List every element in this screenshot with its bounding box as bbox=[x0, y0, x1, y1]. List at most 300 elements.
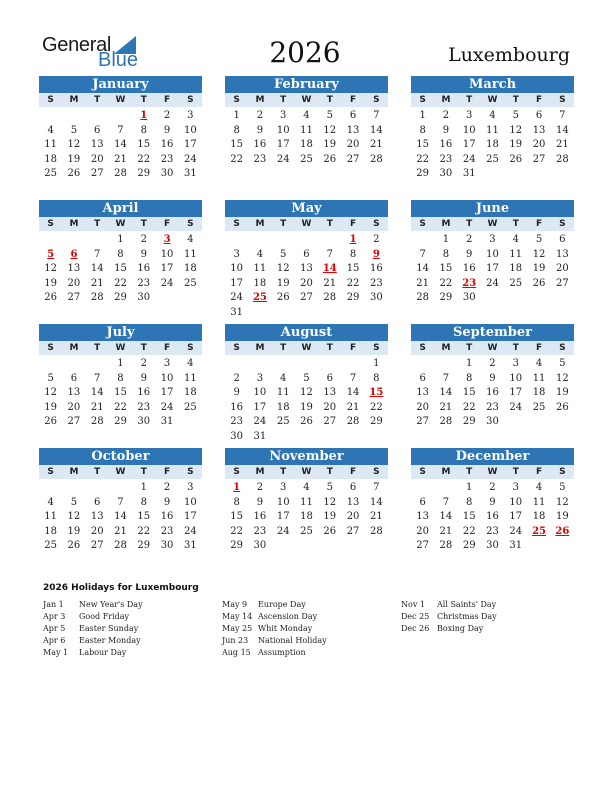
day-cell: 30 bbox=[439, 168, 453, 180]
day-cell: 24 bbox=[486, 277, 499, 289]
day-cell: 7 bbox=[442, 496, 450, 508]
day-cell: 8 bbox=[140, 124, 147, 136]
month-title: March bbox=[411, 76, 574, 93]
day-cell: 11 bbox=[486, 124, 499, 136]
day-cell: 20 bbox=[532, 139, 546, 151]
day-cell: 22 bbox=[114, 401, 127, 413]
day-cell: 30 bbox=[230, 430, 243, 442]
weekday-header bbox=[39, 217, 202, 231]
holiday-name: Assumption bbox=[258, 648, 306, 657]
day-cell: 18 bbox=[532, 387, 546, 399]
day-cell: 14 bbox=[439, 387, 453, 399]
day-cell: 20 bbox=[300, 277, 313, 289]
holiday-row bbox=[222, 647, 327, 659]
day-cell: 25 bbox=[183, 277, 197, 289]
day-cell: 7 bbox=[442, 372, 450, 384]
day-cell: 9 bbox=[256, 124, 264, 136]
day-cell: 10 bbox=[253, 387, 267, 399]
day-cell: 6 bbox=[349, 482, 357, 493]
holiday-day-cell: 25 bbox=[532, 525, 547, 537]
day-cell: 8 bbox=[117, 372, 124, 384]
logo-general-text: General bbox=[42, 34, 112, 56]
day-cell: 9 bbox=[140, 372, 147, 384]
day-cell: 6 bbox=[349, 110, 357, 121]
empty-cell bbox=[225, 233, 248, 248]
day-cell: 26 bbox=[276, 292, 290, 304]
day-cell: 23 bbox=[160, 153, 174, 165]
day-cell: 15 bbox=[462, 511, 476, 523]
month-september bbox=[411, 324, 574, 430]
holiday-date: Apr 3 bbox=[43, 612, 66, 621]
holiday-day-cell: 15 bbox=[369, 387, 384, 399]
day-cell: 5 bbox=[70, 124, 78, 136]
day-cell: 13 bbox=[300, 263, 313, 275]
day-cell: 12 bbox=[67, 139, 81, 151]
weekday-header bbox=[225, 465, 388, 479]
day-cell: 12 bbox=[44, 263, 57, 275]
day-cell: 6 bbox=[94, 496, 101, 508]
weekday-label: F bbox=[163, 219, 171, 229]
day-cell: 15 bbox=[462, 387, 476, 399]
day-cell: 13 bbox=[90, 511, 104, 523]
day-cell: 5 bbox=[535, 234, 543, 245]
holiday-date: Nov 1 bbox=[401, 600, 425, 609]
weekday-label: M bbox=[441, 467, 451, 477]
day-cell: 26 bbox=[67, 540, 81, 552]
weekday-label: T bbox=[94, 343, 101, 353]
empty-cell bbox=[39, 233, 62, 248]
country-name: Luxembourg bbox=[448, 44, 570, 66]
day-cell: 4 bbox=[489, 110, 496, 121]
weekday-label: F bbox=[163, 467, 171, 477]
day-cell: 25 bbox=[183, 401, 197, 413]
day-cell: 23 bbox=[253, 153, 267, 165]
day-cell: 29 bbox=[462, 416, 476, 428]
weekday-label: T bbox=[326, 95, 333, 105]
weekday-label: T bbox=[512, 343, 519, 353]
weekday-label: W bbox=[115, 467, 126, 477]
day-cell: 24 bbox=[509, 401, 523, 413]
days-grid bbox=[225, 357, 388, 445]
holiday-date: Jun 23 bbox=[222, 636, 249, 645]
holiday-day-cell: 3 bbox=[163, 234, 171, 245]
empty-cell bbox=[109, 481, 132, 496]
day-cell: 15 bbox=[137, 139, 151, 151]
day-cell: 28 bbox=[346, 416, 360, 428]
day-cell: 30 bbox=[369, 292, 383, 304]
day-cell: 10 bbox=[183, 496, 197, 508]
empty-cell bbox=[434, 481, 457, 496]
day-cell: 6 bbox=[419, 496, 426, 508]
month-title: May bbox=[225, 200, 388, 217]
day-cell: 7 bbox=[326, 248, 333, 260]
holiday-day-cell: 1 bbox=[140, 110, 148, 121]
day-cell: 14 bbox=[346, 387, 360, 399]
day-cell: 20 bbox=[416, 525, 429, 537]
day-cell: 19 bbox=[300, 401, 313, 413]
day-cell: 21 bbox=[439, 401, 453, 413]
day-cell: 11 bbox=[44, 511, 57, 523]
month-title: June bbox=[411, 200, 574, 217]
empty-cell bbox=[411, 233, 434, 248]
day-cell: 11 bbox=[509, 248, 523, 260]
holiday-date: May 9 bbox=[222, 600, 248, 609]
day-cell: 18 bbox=[253, 277, 267, 289]
day-cell: 28 bbox=[439, 416, 453, 428]
day-cell: 20 bbox=[67, 401, 81, 413]
day-cell: 13 bbox=[323, 387, 337, 399]
holiday-name: Ascension Day bbox=[258, 612, 318, 621]
weekday-label: W bbox=[301, 343, 312, 353]
day-cell: 14 bbox=[555, 124, 569, 136]
logo-blue-text: Blue bbox=[98, 49, 139, 71]
day-cell: 18 bbox=[183, 263, 197, 275]
weekday-label: M bbox=[255, 343, 265, 353]
weekday-label: S bbox=[559, 95, 566, 105]
day-cell: 3 bbox=[489, 234, 496, 245]
day-cell: 29 bbox=[137, 168, 151, 180]
day-cell: 31 bbox=[253, 430, 267, 442]
empty-cell bbox=[341, 357, 364, 372]
empty-cell bbox=[39, 357, 62, 372]
day-cell: 25 bbox=[44, 168, 57, 180]
day-cell: 17 bbox=[230, 277, 243, 289]
weekday-label: F bbox=[349, 467, 357, 477]
weekday-label: T bbox=[94, 95, 101, 105]
day-cell: 28 bbox=[439, 540, 453, 552]
day-cell: 4 bbox=[280, 372, 287, 384]
day-cell: 24 bbox=[276, 525, 290, 537]
days-grid bbox=[225, 481, 388, 554]
day-cell: 21 bbox=[555, 139, 569, 151]
day-cell: 16 bbox=[160, 511, 174, 523]
day-cell: 13 bbox=[90, 139, 104, 151]
day-cell: 28 bbox=[369, 525, 383, 537]
day-cell: 9 bbox=[163, 124, 171, 136]
holiday-name: Europe Day bbox=[258, 600, 306, 609]
day-cell: 3 bbox=[280, 110, 287, 121]
day-cell: 6 bbox=[419, 372, 426, 384]
day-cell: 17 bbox=[509, 387, 523, 399]
holiday-row bbox=[222, 623, 327, 635]
empty-cell bbox=[295, 233, 318, 248]
month-january bbox=[39, 76, 202, 182]
empty-cell bbox=[39, 109, 62, 124]
holiday-row bbox=[43, 599, 143, 611]
day-cell: 23 bbox=[160, 525, 174, 537]
holiday-date: Jan 1 bbox=[43, 600, 64, 609]
holiday-row bbox=[43, 635, 143, 647]
day-cell: 29 bbox=[230, 540, 243, 552]
day-cell: 22 bbox=[137, 153, 151, 165]
holiday-name: National Holiday bbox=[258, 636, 327, 645]
holiday-day-cell: 23 bbox=[462, 277, 477, 289]
day-cell: 9 bbox=[489, 496, 496, 508]
day-cell: 22 bbox=[114, 277, 127, 289]
day-cell: 25 bbox=[276, 416, 290, 428]
weekday-label: M bbox=[69, 467, 79, 477]
day-cell: 17 bbox=[183, 511, 197, 523]
day-cell: 16 bbox=[160, 139, 174, 151]
holiday-row bbox=[401, 599, 497, 611]
day-cell: 24 bbox=[230, 292, 243, 304]
day-cell: 14 bbox=[90, 263, 104, 275]
day-cell: 17 bbox=[253, 401, 267, 413]
weekday-label: S bbox=[187, 343, 194, 353]
day-cell: 3 bbox=[187, 110, 194, 121]
day-cell: 23 bbox=[137, 277, 151, 289]
weekday-label: T bbox=[94, 467, 101, 477]
day-cell: 17 bbox=[486, 263, 499, 275]
holiday-name: Easter Sunday bbox=[79, 624, 139, 633]
day-cell: 1 bbox=[419, 110, 426, 121]
weekday-label: S bbox=[373, 343, 380, 353]
day-cell: 13 bbox=[346, 124, 360, 136]
day-cell: 17 bbox=[509, 511, 523, 523]
day-cell: 1 bbox=[117, 234, 124, 245]
day-cell: 7 bbox=[94, 248, 101, 260]
day-cell: 13 bbox=[416, 511, 429, 523]
days-grid bbox=[411, 481, 574, 554]
day-cell: 18 bbox=[300, 139, 313, 151]
day-cell: 2 bbox=[373, 234, 380, 245]
day-cell: 31 bbox=[183, 540, 197, 552]
weekday-label: T bbox=[326, 343, 333, 353]
day-cell: 3 bbox=[512, 482, 519, 493]
day-cell: 24 bbox=[276, 153, 290, 165]
day-cell: 1 bbox=[466, 358, 473, 369]
weekday-label: T bbox=[512, 467, 519, 477]
day-cell: 21 bbox=[90, 401, 104, 413]
weekday-label: S bbox=[373, 219, 380, 229]
day-cell: 2 bbox=[163, 482, 171, 493]
day-cell: 5 bbox=[47, 372, 54, 384]
holiday-date: Dec 26 bbox=[401, 624, 430, 633]
day-cell: 1 bbox=[117, 358, 124, 369]
holiday-name: Boxing Day bbox=[437, 624, 484, 633]
day-cell: 14 bbox=[90, 387, 104, 399]
holiday-day-cell: 25 bbox=[252, 292, 267, 304]
day-cell: 21 bbox=[323, 277, 337, 289]
weekday-label: W bbox=[487, 95, 498, 105]
day-cell: 6 bbox=[559, 234, 566, 245]
weekday-label: M bbox=[255, 467, 265, 477]
weekday-label: M bbox=[69, 343, 79, 353]
day-cell: 16 bbox=[462, 263, 476, 275]
day-cell: 21 bbox=[346, 401, 360, 413]
day-cell: 4 bbox=[187, 234, 194, 245]
day-cell: 29 bbox=[114, 416, 127, 428]
day-cell: 4 bbox=[47, 124, 54, 136]
day-cell: 12 bbox=[67, 511, 81, 523]
day-cell: 14 bbox=[439, 511, 453, 523]
day-cell: 21 bbox=[114, 153, 127, 165]
day-cell: 25 bbox=[509, 277, 523, 289]
day-cell: 12 bbox=[532, 248, 546, 260]
day-cell: 20 bbox=[90, 153, 104, 165]
day-cell: 15 bbox=[230, 139, 243, 151]
day-cell: 26 bbox=[44, 416, 57, 428]
weekday-label: S bbox=[187, 219, 194, 229]
weekday-label: T bbox=[94, 219, 101, 229]
day-cell: 5 bbox=[326, 482, 333, 493]
holiday-row bbox=[43, 623, 143, 635]
day-cell: 22 bbox=[230, 153, 243, 165]
weekday-label: M bbox=[255, 95, 265, 105]
holiday-name: New Year's Day bbox=[79, 600, 143, 609]
empty-cell bbox=[86, 109, 109, 124]
holiday-row bbox=[222, 635, 327, 647]
empty-cell bbox=[248, 233, 271, 248]
day-cell: 10 bbox=[160, 248, 174, 260]
month-title: January bbox=[39, 76, 202, 93]
day-cell: 2 bbox=[466, 234, 473, 245]
weekday-label: T bbox=[140, 467, 147, 477]
day-cell: 18 bbox=[300, 511, 313, 523]
day-cell: 15 bbox=[114, 387, 127, 399]
day-cell: 19 bbox=[323, 139, 337, 151]
weekday-label: T bbox=[512, 219, 519, 229]
weekday-label: M bbox=[255, 219, 265, 229]
weekday-label: S bbox=[233, 95, 240, 105]
day-cell: 2 bbox=[163, 110, 171, 121]
day-cell: 18 bbox=[486, 139, 499, 151]
day-cell: 4 bbox=[535, 482, 543, 493]
empty-cell bbox=[295, 357, 318, 372]
day-cell: 16 bbox=[137, 387, 151, 399]
empty-cell bbox=[411, 481, 434, 496]
weekday-label: S bbox=[233, 219, 240, 229]
weekday-label: S bbox=[419, 95, 426, 105]
day-cell: 15 bbox=[416, 139, 429, 151]
empty-cell bbox=[225, 357, 248, 372]
weekday-label: T bbox=[280, 343, 287, 353]
holiday-name: Christmas Day bbox=[437, 612, 497, 621]
day-cell: 22 bbox=[230, 525, 243, 537]
day-cell: 16 bbox=[137, 263, 151, 275]
day-cell: 8 bbox=[233, 124, 240, 136]
day-cell: 21 bbox=[114, 525, 127, 537]
day-cell: 21 bbox=[439, 525, 453, 537]
weekday-label: M bbox=[441, 219, 451, 229]
day-cell: 24 bbox=[509, 525, 523, 537]
holiday-date: Aug 15 bbox=[222, 648, 251, 657]
day-cell: 16 bbox=[253, 139, 267, 151]
day-cell: 9 bbox=[256, 496, 264, 508]
day-cell: 2 bbox=[256, 110, 264, 121]
day-cell: 26 bbox=[300, 416, 313, 428]
day-cell: 1 bbox=[466, 482, 473, 493]
day-cell: 2 bbox=[140, 358, 147, 369]
holiday-column bbox=[401, 599, 497, 635]
day-cell: 12 bbox=[323, 496, 337, 508]
days-grid bbox=[225, 233, 388, 321]
holiday-name: Whit Monday bbox=[258, 624, 313, 633]
day-cell: 27 bbox=[67, 416, 81, 428]
day-cell: 31 bbox=[160, 416, 174, 428]
day-cell: 4 bbox=[535, 358, 543, 369]
weekday-label: W bbox=[115, 219, 126, 229]
day-cell: 24 bbox=[183, 525, 197, 537]
day-cell: 24 bbox=[253, 416, 267, 428]
day-cell: 1 bbox=[373, 358, 380, 369]
day-cell: 19 bbox=[555, 511, 569, 523]
day-cell: 31 bbox=[509, 540, 523, 552]
day-cell: 12 bbox=[300, 387, 313, 399]
day-cell: 8 bbox=[140, 496, 147, 508]
days-grid bbox=[39, 233, 202, 306]
weekday-label: S bbox=[233, 467, 240, 477]
day-cell: 25 bbox=[486, 153, 499, 165]
day-cell: 31 bbox=[462, 168, 476, 180]
day-cell: 5 bbox=[559, 358, 566, 369]
day-cell: 20 bbox=[90, 525, 104, 537]
day-cell: 30 bbox=[137, 292, 151, 304]
day-cell: 13 bbox=[67, 387, 81, 399]
day-cell: 4 bbox=[187, 358, 194, 369]
day-cell: 5 bbox=[280, 248, 287, 260]
day-cell: 28 bbox=[114, 540, 127, 552]
day-cell: 13 bbox=[416, 387, 429, 399]
day-cell: 4 bbox=[512, 234, 519, 245]
day-cell: 3 bbox=[466, 110, 473, 121]
day-cell: 8 bbox=[466, 372, 473, 384]
day-cell: 9 bbox=[233, 387, 240, 399]
weekday-label: S bbox=[47, 95, 54, 105]
day-cell: 8 bbox=[117, 248, 124, 260]
weekday-label: T bbox=[140, 343, 147, 353]
holiday-name: All Saints' Day bbox=[437, 600, 497, 609]
day-cell: 30 bbox=[486, 540, 499, 552]
day-cell: 16 bbox=[253, 511, 267, 523]
day-cell: 10 bbox=[183, 124, 197, 136]
day-cell: 6 bbox=[303, 248, 310, 260]
day-cell: 14 bbox=[114, 511, 127, 523]
day-cell: 29 bbox=[369, 416, 383, 428]
weekday-header bbox=[39, 93, 202, 107]
day-cell: 13 bbox=[67, 263, 81, 275]
day-cell: 28 bbox=[323, 292, 337, 304]
day-cell: 9 bbox=[489, 372, 496, 384]
day-cell: 10 bbox=[276, 124, 290, 136]
day-cell: 2 bbox=[140, 234, 147, 245]
day-cell: 21 bbox=[369, 511, 383, 523]
day-cell: 7 bbox=[419, 248, 426, 260]
month-title: October bbox=[39, 448, 202, 465]
day-cell: 31 bbox=[230, 306, 243, 318]
weekday-label: M bbox=[69, 219, 79, 229]
day-cell: 26 bbox=[555, 401, 569, 413]
day-cell: 17 bbox=[276, 511, 290, 523]
day-cell: 14 bbox=[369, 124, 383, 136]
day-cell: 27 bbox=[416, 416, 429, 428]
day-cell: 12 bbox=[44, 387, 57, 399]
day-cell: 23 bbox=[369, 277, 383, 289]
weekday-header bbox=[411, 93, 574, 107]
day-cell: 8 bbox=[349, 248, 357, 260]
weekday-header bbox=[411, 465, 574, 479]
day-cell: 15 bbox=[230, 511, 243, 523]
weekday-label: F bbox=[163, 343, 171, 353]
day-cell: 16 bbox=[369, 263, 383, 275]
day-cell: 9 bbox=[163, 496, 171, 508]
weekday-label: W bbox=[115, 343, 126, 353]
empty-cell bbox=[62, 481, 85, 496]
day-cell: 22 bbox=[416, 153, 429, 165]
month-november bbox=[225, 448, 388, 554]
day-cell: 27 bbox=[67, 292, 81, 304]
weekday-header bbox=[39, 465, 202, 479]
